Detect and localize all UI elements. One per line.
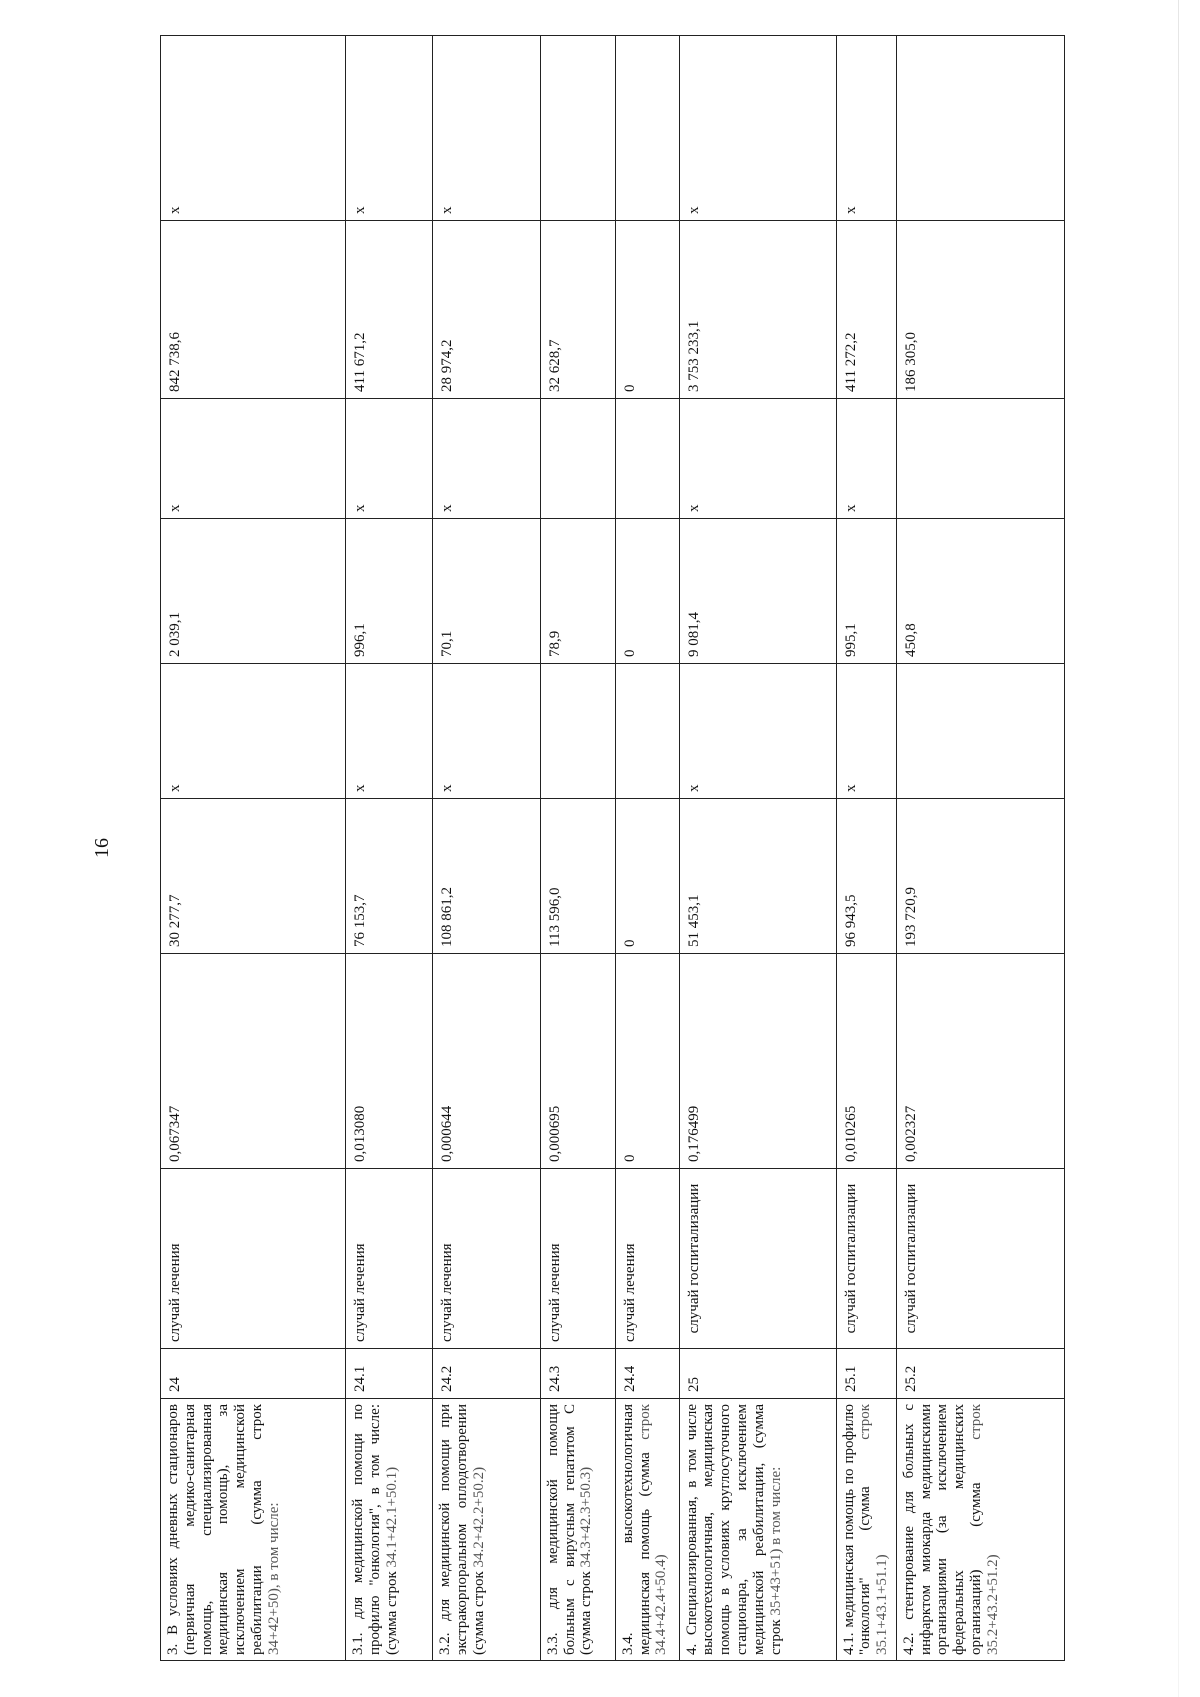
row-unit-cell: случай госпитализации	[679, 1169, 836, 1349]
table-row	[161, 36, 346, 1661]
row-value-7-cell	[540, 36, 615, 221]
row-value-3-cell: x	[346, 664, 433, 799]
row-value-2-cell: 30 277,7	[161, 799, 346, 954]
row-value-4-cell: 9 081,4	[679, 519, 836, 664]
row-name-text: 4.2. стентирование для больных с инфарктом миокарда медицинскими организациями (за исключением федеральных медицинских организаций) (сумма	[900, 1404, 984, 1655]
table-row	[896, 36, 1064, 1661]
row-value-7-cell: x	[679, 36, 836, 221]
row-number-cell: 25	[679, 1349, 836, 1399]
row-value-4-cell: 0	[615, 519, 679, 664]
row-name-cell	[161, 1399, 346, 1661]
row-value-7-cell: x	[433, 36, 540, 221]
row-value-7-cell: x	[161, 36, 346, 221]
row-value-1-cell: 0,176499	[679, 954, 836, 1169]
row-value-2-cell: 51 453,1	[679, 799, 836, 954]
row-value-3-cell: x	[679, 664, 836, 799]
row-value-2-cell: 113 596,0	[540, 799, 615, 954]
row-value-5-cell: x	[433, 399, 540, 519]
row-name-text: 3.4. высокотехнологичная медицинская помощь (сумма	[619, 1404, 653, 1655]
row-value-2-cell: 76 153,7	[346, 799, 433, 954]
row-name-cell	[433, 1399, 540, 1661]
rotated-table	[160, 36, 1065, 1661]
table-row	[433, 36, 540, 1661]
table-row	[679, 36, 836, 1661]
row-name-cell	[836, 1399, 896, 1661]
row-name-ref: строк 35.1+43.1+51.1)	[857, 1404, 891, 1655]
row-number-cell: 24.1	[346, 1349, 433, 1399]
row-number-cell: 25.1	[836, 1349, 896, 1399]
row-value-1-cell: 0,000644	[433, 954, 540, 1169]
page-number: 16	[91, 838, 113, 858]
row-number-cell: 24.2	[433, 1349, 540, 1399]
row-name-cell	[540, 1399, 615, 1661]
table-body	[161, 36, 1065, 1661]
row-value-3-cell: x	[433, 664, 540, 799]
row-unit-cell: случай лечения	[346, 1169, 433, 1349]
row-unit-cell: случай лечения	[433, 1169, 540, 1349]
row-name-cell	[346, 1399, 433, 1661]
row-value-6-cell: 28 974,2	[433, 221, 540, 399]
row-value-5-cell: x	[836, 399, 896, 519]
row-value-3-cell	[540, 664, 615, 799]
row-value-6-cell: 411 272,2	[836, 221, 896, 399]
table-row	[540, 36, 615, 1661]
row-value-3-cell	[896, 664, 1064, 799]
row-value-5-cell: x	[346, 399, 433, 519]
row-name-text: 3.2. для медицинской помощи при экстракорпоральном оплодотворении (сумма строк	[437, 1404, 488, 1655]
row-name-ref: 34.1+42.1+50.1)	[383, 1466, 400, 1568]
row-value-3-cell: x	[161, 664, 346, 799]
row-value-7-cell: x	[346, 36, 433, 221]
row-value-2-cell: 96 943,5	[836, 799, 896, 954]
row-value-4-cell: 995,1	[836, 519, 896, 664]
table-container	[160, 36, 1065, 1661]
row-value-5-cell: x	[679, 399, 836, 519]
row-value-4-cell: 70,1	[433, 519, 540, 664]
scan-edge-mark	[1178, 0, 1179, 1697]
row-value-1-cell: 0,010265	[836, 954, 896, 1169]
row-value-6-cell: 842 738,6	[161, 221, 346, 399]
row-value-1-cell: 0,013080	[346, 954, 433, 1169]
table-row	[615, 36, 679, 1661]
row-value-5-cell	[540, 399, 615, 519]
row-name-ref: 34.3+42.3+50.3)	[578, 1466, 595, 1568]
table-row	[836, 36, 896, 1661]
row-value-5-cell: x	[161, 399, 346, 519]
row-value-6-cell: 0	[615, 221, 679, 399]
data-table	[160, 35, 1065, 1661]
row-name-ref: 35+43+51) в том числе:	[767, 1466, 784, 1616]
row-unit-cell: случай госпитализации	[896, 1169, 1064, 1349]
row-value-2-cell: 108 861,2	[433, 799, 540, 954]
row-value-5-cell	[615, 399, 679, 519]
row-name-cell	[615, 1399, 679, 1661]
row-name-text: 4. Специализированная, в том числе высокотехнологичная, медицинская помощь в условиях круглосуточного стационара, за исключением медицинской реабилитации, (сумма строк	[683, 1404, 784, 1655]
row-value-6-cell: 411 671,2	[346, 221, 433, 399]
row-number-cell: 24	[161, 1349, 346, 1399]
row-value-4-cell: 2 039,1	[161, 519, 346, 664]
row-value-6-cell: 3 753 233,1	[679, 221, 836, 399]
row-value-1-cell: 0,067347	[161, 954, 346, 1169]
row-value-1-cell: 0,000695	[540, 954, 615, 1169]
row-number-cell: 24.4	[615, 1349, 679, 1399]
row-value-7-cell	[615, 36, 679, 221]
row-value-3-cell	[615, 664, 679, 799]
row-value-6-cell: 32 628,7	[540, 221, 615, 399]
row-name-text: 4.1. медицинская помощь по профилю "онкология" (сумма	[840, 1404, 874, 1655]
row-value-2-cell: 193 720,9	[896, 799, 1064, 954]
row-name-cell	[896, 1399, 1064, 1661]
row-value-7-cell	[896, 36, 1064, 221]
row-value-1-cell: 0,002327	[896, 954, 1064, 1169]
row-name-text: 3. В условиях дневных стационаров (первичная медико-санитарная помощь, специализированная медицинская помощь), за исключением медицинской реабилитации (сумма строк	[165, 1404, 265, 1655]
row-number-cell: 25.2	[896, 1349, 1064, 1399]
row-value-2-cell: 0	[615, 799, 679, 954]
row-name-ref: 34+42+50), в том числе:	[265, 1502, 282, 1655]
row-unit-cell: случай лечения	[540, 1169, 615, 1349]
row-unit-cell: случай лечения	[615, 1169, 679, 1349]
row-name-ref: строк 35.2+43.2+51.2)	[967, 1404, 1001, 1655]
row-value-7-cell: x	[836, 36, 896, 221]
row-name-ref: строк 34.4+42.4+50.4)	[636, 1404, 670, 1655]
row-value-4-cell: 78,9	[540, 519, 615, 664]
row-name-text: 3.3. для медицинской помощи больным с вирусным гепатитом С (сумма строк	[544, 1404, 595, 1655]
row-unit-cell: случай лечения	[161, 1169, 346, 1349]
row-value-6-cell: 186 305,0	[896, 221, 1064, 399]
row-value-4-cell: 996,1	[346, 519, 433, 664]
table-row	[346, 36, 433, 1661]
row-value-4-cell: 450,8	[896, 519, 1064, 664]
row-unit-cell: случай госпитализации	[836, 1169, 896, 1349]
row-value-1-cell: 0	[615, 954, 679, 1169]
row-value-3-cell: x	[836, 664, 896, 799]
row-name-text: 3.1. для медицинской помощи по профилю "онкология", в том числе: (сумма строк	[350, 1404, 400, 1655]
row-name-ref: 34.2+42.2+50.2)	[471, 1466, 488, 1568]
row-value-5-cell	[896, 399, 1064, 519]
row-name-cell	[679, 1399, 836, 1661]
row-number-cell: 24.3	[540, 1349, 615, 1399]
